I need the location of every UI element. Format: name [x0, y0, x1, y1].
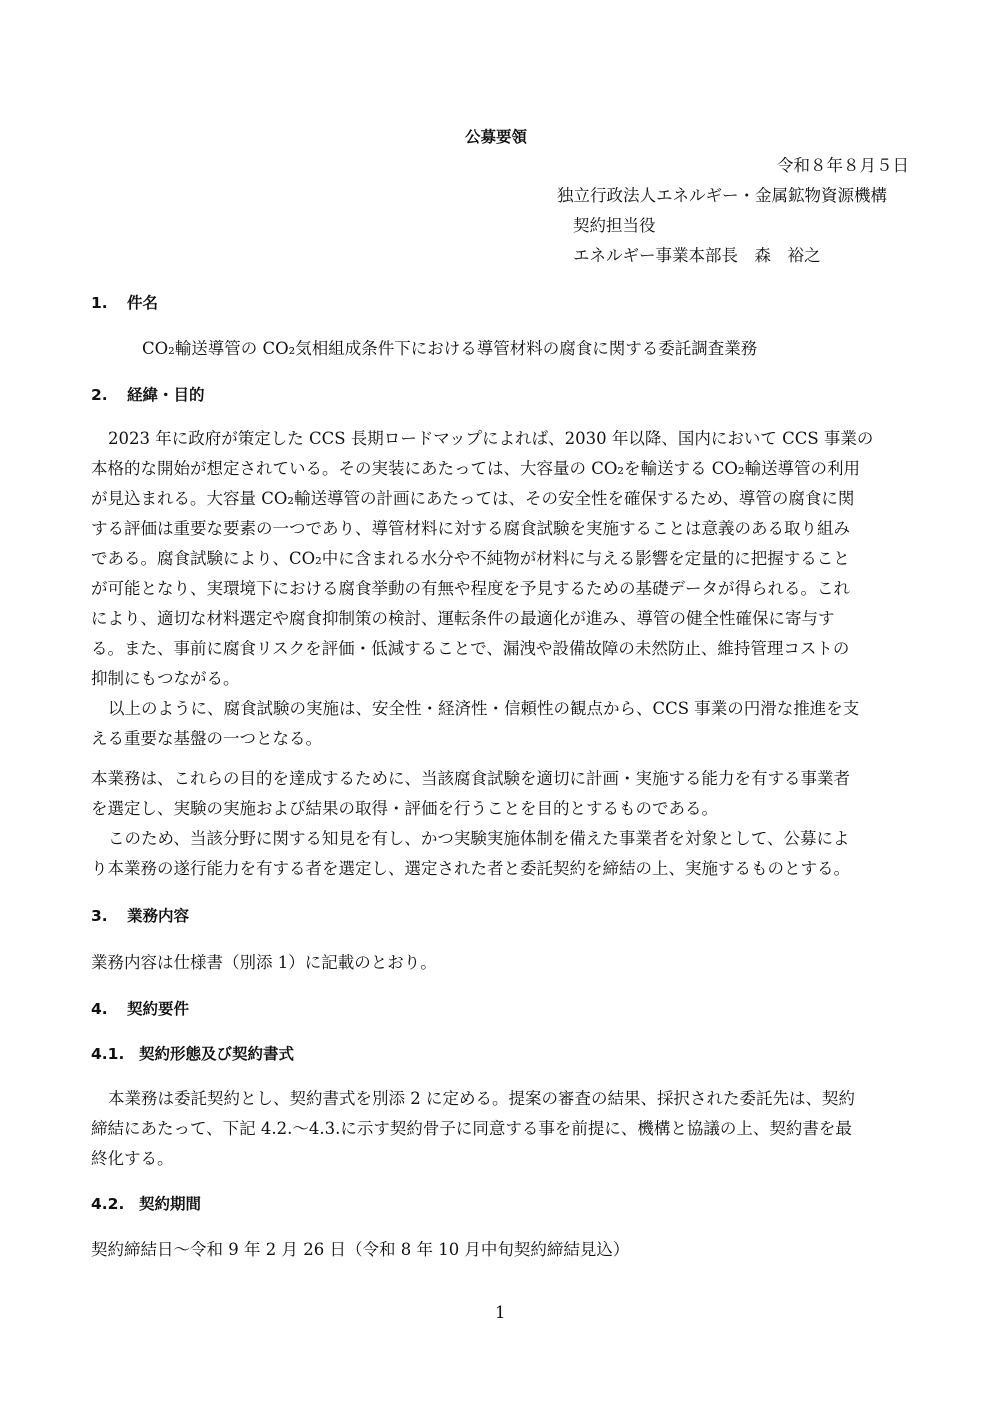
section-4-heading	[91, 999, 189, 1019]
text-line: このため、当該分野に関する知見を有し、かつ実験実施体制を備えた事業者を対象として、公募によ	[108, 829, 850, 848]
text-line: 以上のように、腐食試験の実施は、安全性・経済性・信頼性の観点から、CCS 事業の円滑な推進を支	[108, 699, 860, 718]
text-line: る。また、事前に腐食リスクを評価・低減することで、漏洩や設備故障の未然防止、維持管理コストの	[91, 639, 850, 658]
purpose-paragraph-1	[91, 424, 911, 694]
section-title: 件名	[127, 294, 159, 312]
text-line: である。腐食試験により、CO₂中に含まれる水分や不純物が材料に与える影響を定量的に把握すること	[91, 549, 850, 568]
section-title: 業務内容	[127, 907, 190, 925]
section-title: 経緯・目的	[127, 386, 205, 404]
text-line: する評価は重要な要素の一つであり、導管材料に対する腐食試験を実施することは意義のある取り組み	[91, 519, 850, 538]
scope-text: 業務内容は仕様書（別添 1）に記載のとおり。	[91, 953, 437, 972]
issuing-organization: 独立行政法人エネルギー・金属鉱物資源機構	[557, 186, 887, 205]
section-2-heading	[91, 385, 205, 405]
section-title: 契約形態及び契約書式	[139, 1045, 295, 1063]
document-title: 公募要領	[465, 128, 528, 146]
text-line: り本業務の遂行能力を有する者を選定し、選定された者と委託契約を締結の上、実施するものとする。	[91, 859, 850, 878]
issue-date: 令和８年８月５日	[777, 156, 909, 175]
section-title: 契約要件	[127, 1000, 190, 1018]
subject-text: CO₂輸送導管の CO₂気相組成条件下における導管材料の腐食に関する委託調査業務	[142, 339, 758, 358]
issuer-name: エネルギー事業本部長 森 裕之	[573, 246, 821, 265]
section-number: 3.	[91, 907, 108, 925]
section-number: 4.1.	[91, 1045, 125, 1063]
section-number: 2.	[91, 386, 108, 404]
purpose-paragraph-3	[91, 764, 911, 824]
text-line: を選定し、実験の実施および結果の取得・評価を行うことを目的とするものである。	[91, 799, 718, 818]
contract-period-text: 契約締結日～令和 9 年 2 月 26 日（令和 8 年 10 月中旬契約締結見込）	[91, 1240, 630, 1259]
contract-form-paragraph	[91, 1084, 911, 1174]
issuer-role: 契約担当役	[573, 216, 656, 235]
page-number: 1	[495, 1303, 506, 1322]
text-line: 締結にあたって、下記 4.2.～4.3.に示す契約骨子に同意する事を前提に、機構と協議の上、契約書を最	[91, 1119, 852, 1138]
section-number: 1.	[91, 294, 108, 312]
section-3-heading	[91, 906, 189, 926]
section-1-heading	[91, 293, 158, 313]
text-line: が見込まれる。大容量 CO₂輸送導管の計画にあたっては、その安全性を確保するため、導管の腐食に関	[91, 489, 855, 508]
text-line: 抑制にもつながる。	[91, 669, 240, 688]
section-number: 4.	[91, 1000, 108, 1018]
text-line: 本業務は、これらの目的を達成するために、当該腐食試験を適切に計画・実施する能力を有する事業者	[91, 769, 850, 788]
text-line: 終化する。	[91, 1149, 174, 1168]
text-line: える重要な基盤の一つとなる。	[91, 729, 322, 748]
section-title: 契約期間	[139, 1195, 202, 1213]
text-line: 本業務は委託契約とし、契約書式を別添 2 に定める。提案の審査の結果、採択された委託先は、契約	[108, 1089, 855, 1108]
text-line: が可能となり、実環境下における腐食挙動の有無や程度を予見するための基礎データが得られる。これ	[91, 579, 850, 598]
purpose-paragraph-2	[91, 694, 911, 754]
section-4-2-heading	[91, 1194, 201, 1214]
section-4-1-heading	[91, 1044, 294, 1064]
text-line: 2023 年に政府が策定した CCS 長期ロードマップによれば、2030 年以降、国内において CCS 事業の	[108, 429, 874, 448]
text-line: により、適切な材料選定や腐食抑制策の検討、運転条件の最適化が進み、導管の健全性確保に寄与す	[91, 609, 835, 628]
section-number: 4.2.	[91, 1195, 125, 1213]
purpose-paragraph-4	[91, 824, 911, 884]
text-line: 本格的な開始が想定されている。その実装にあたっては、大容量の CO₂を輸送する CO₂輸送導管の利用	[91, 459, 861, 478]
